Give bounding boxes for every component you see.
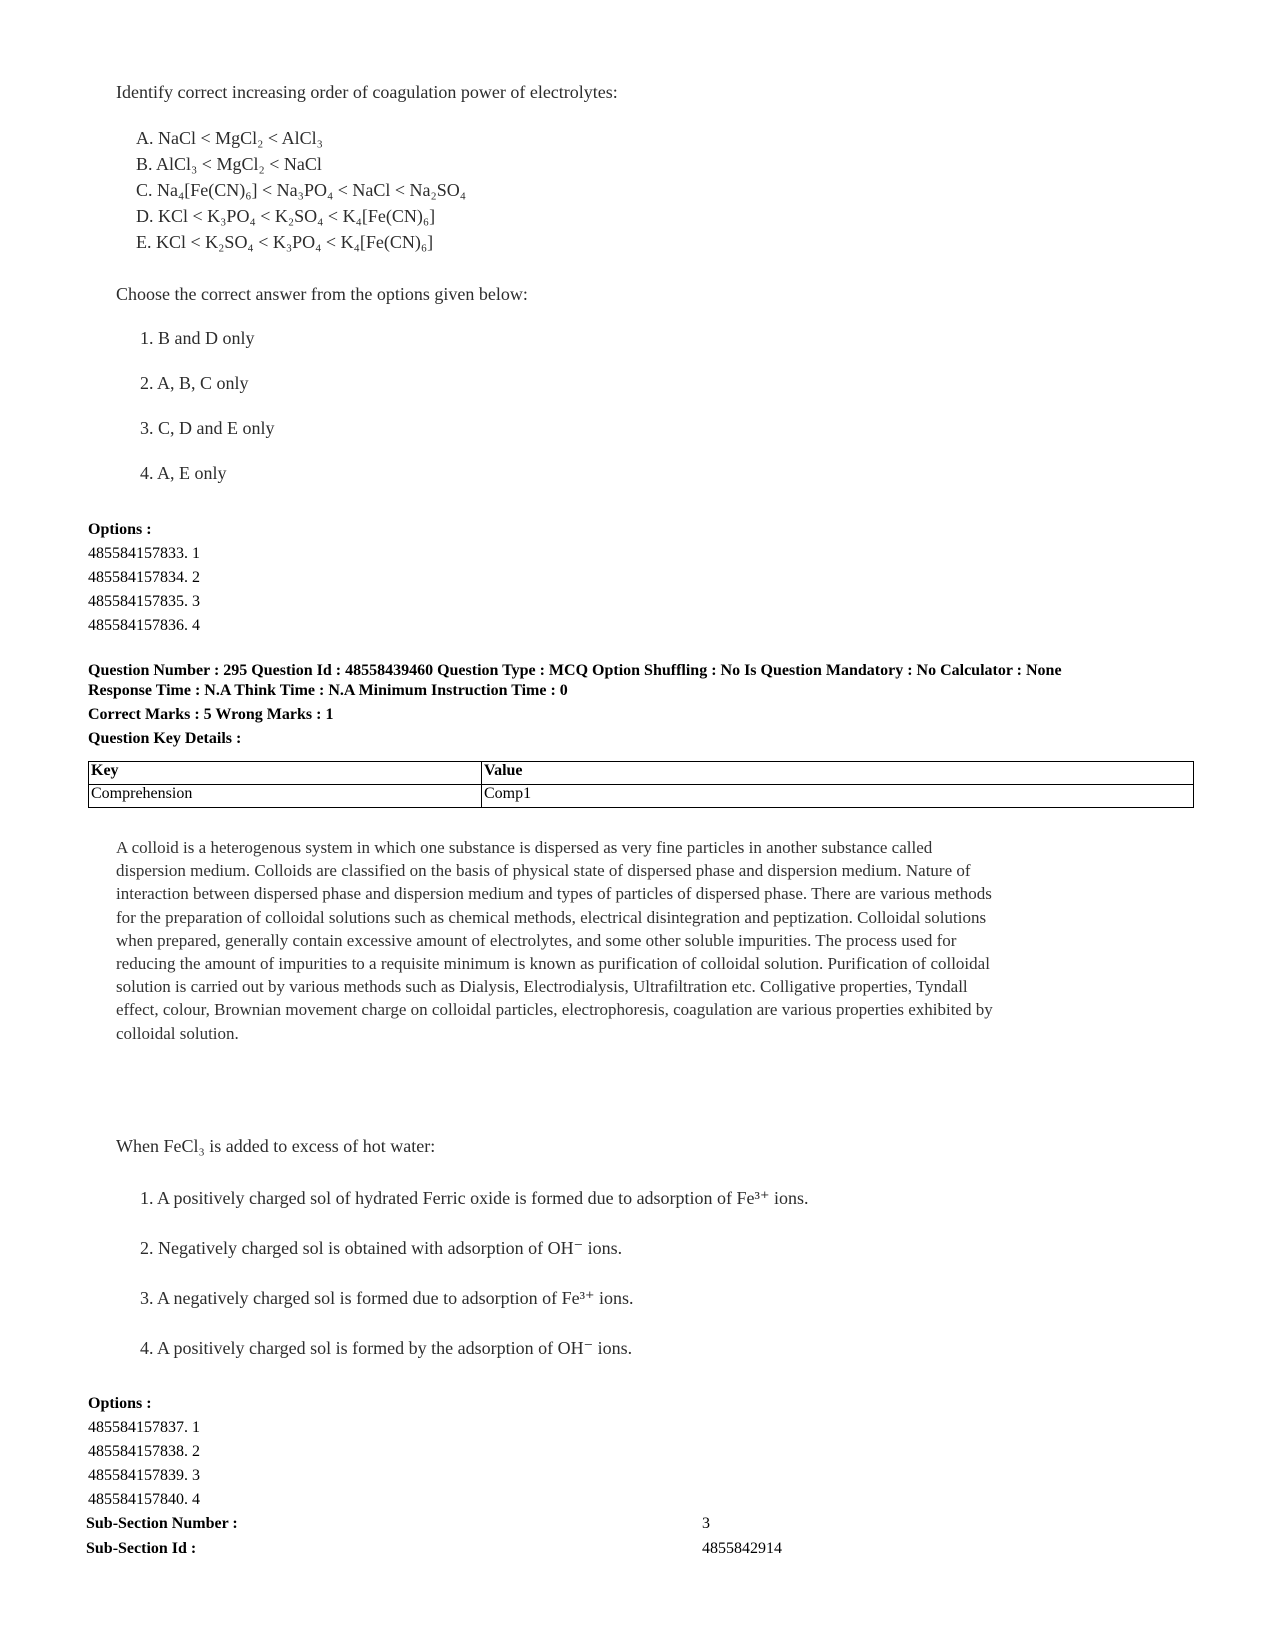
option-item: 485584157834. 2: [88, 569, 200, 586]
question-stem-2: When FeCl₃ is added to excess of hot water:: [116, 1136, 436, 1156]
table-header-value: Value: [482, 762, 1194, 785]
sub-section-number-value: 3: [702, 1515, 710, 1532]
electrolyte-list: [136, 125, 466, 255]
question-meta-line1: Question Number : 295 Question Id : 48558439460 Question Type : MCQ Option Shuffling : No Is Question Mandatory : No Calculator : None: [88, 662, 1062, 679]
table-cell: Comp1: [482, 785, 1194, 808]
option-item: 485584157838. 2: [88, 1443, 200, 1460]
option-item: 485584157833. 1: [88, 545, 200, 562]
key-table: [88, 761, 1194, 808]
answer-choice: 1. A positively charged sol of hydrated Ferric oxide is formed due to adsorption of Fe³⁺ ions.: [140, 1188, 809, 1208]
sub-section-id-label: Sub-Section Id :: [86, 1540, 197, 1557]
key-details-label: Question Key Details :: [88, 730, 242, 747]
list-item: A. NaCl < MgCl₂ < AlCl₃: [136, 128, 323, 148]
table-row: [89, 785, 1194, 808]
option-item: 485584157840. 4: [88, 1491, 200, 1508]
sub-section-number-label: Sub-Section Number :: [86, 1515, 238, 1532]
list-item: E. KCl < K₂SO₄ < K₃PO₄ < K₄[Fe(CN)₆]: [136, 232, 434, 252]
comprehension-passage: A colloid is a heterogenous system in which one substance is dispersed as very fine particles in another substance called dispersion medium. Colloids are classified on the basis of physical state of dispersed phase and dispersion medium. Nature of interaction between dispersed phase and dispersion medium and types of particles of dispersed phase. There are various methods for the preparation of colloidal solutions such as chemical methods, electrical disintegration and peptization. Colloidal solutions when prepared, generally contain excessive amount of electrolytes, and some other soluble impurities. The process used for reducing the amount of impurities to a requisite minimum is known as purification of colloidal solution. Purification of colloidal solution is carried out by various methods such as Dialysis, Electrodialysis, Ultrafiltration etc. Colligative properties, Tyndall effect, colour, Brownian movement charge on colloidal particles, electrophoresis, coagulation are various properties exhibited by colloidal solution.: [116, 838, 993, 1043]
answer-choice: 3. A negatively charged sol is formed due to adsorption of Fe³⁺ ions.: [140, 1288, 634, 1308]
answer-choice: 2. Negatively charged sol is obtained with adsorption of OH⁻ ions.: [140, 1238, 623, 1258]
answer-choice: 1. B and D only: [140, 328, 255, 348]
options-block-2: [88, 1392, 200, 1512]
answer-choices: [140, 328, 275, 508]
option-item: 485584157837. 1: [88, 1419, 200, 1436]
question-stem: Identify correct increasing order of coagulation power of electrolytes:: [116, 82, 618, 102]
options-block-1: [88, 518, 200, 638]
options-label: Options :: [88, 1395, 152, 1412]
list-item: B. AlCl₃ < MgCl₂ < NaCl: [136, 154, 322, 174]
options-label: Options :: [88, 521, 152, 538]
answer-choices-2: [140, 1188, 808, 1388]
list-item: D. KCl < K₃PO₄ < K₂SO₄ < K₄[Fe(CN)₆]: [136, 206, 436, 226]
option-item: 485584157836. 4: [88, 617, 200, 634]
answer-choice: 4. A, E only: [140, 463, 227, 483]
answer-choice: 2. A, B, C only: [140, 373, 249, 393]
option-item: 485584157839. 3: [88, 1467, 200, 1484]
option-item: 485584157835. 3: [88, 593, 200, 610]
answer-choice: 3. C, D and E only: [140, 418, 275, 438]
sub-section-id-value: 4855842914: [702, 1540, 782, 1557]
question-meta-line2: Response Time : N.A Think Time : N.A Minimum Instruction Time : 0: [88, 682, 568, 699]
choose-instruction: Choose the correct answer from the options given below:: [116, 284, 528, 304]
table-cell: Comprehension: [89, 785, 482, 808]
marks-line: Correct Marks : 5 Wrong Marks : 1: [88, 706, 334, 723]
table-header-key: Key: [89, 762, 482, 785]
list-item: C. Na₄[Fe(CN)₆] < Na₃PO₄ < NaCl < Na₂SO₄: [136, 180, 467, 200]
answer-choice: 4. A positively charged sol is formed by the adsorption of OH⁻ ions.: [140, 1338, 633, 1358]
table-header-row: [89, 762, 1194, 785]
